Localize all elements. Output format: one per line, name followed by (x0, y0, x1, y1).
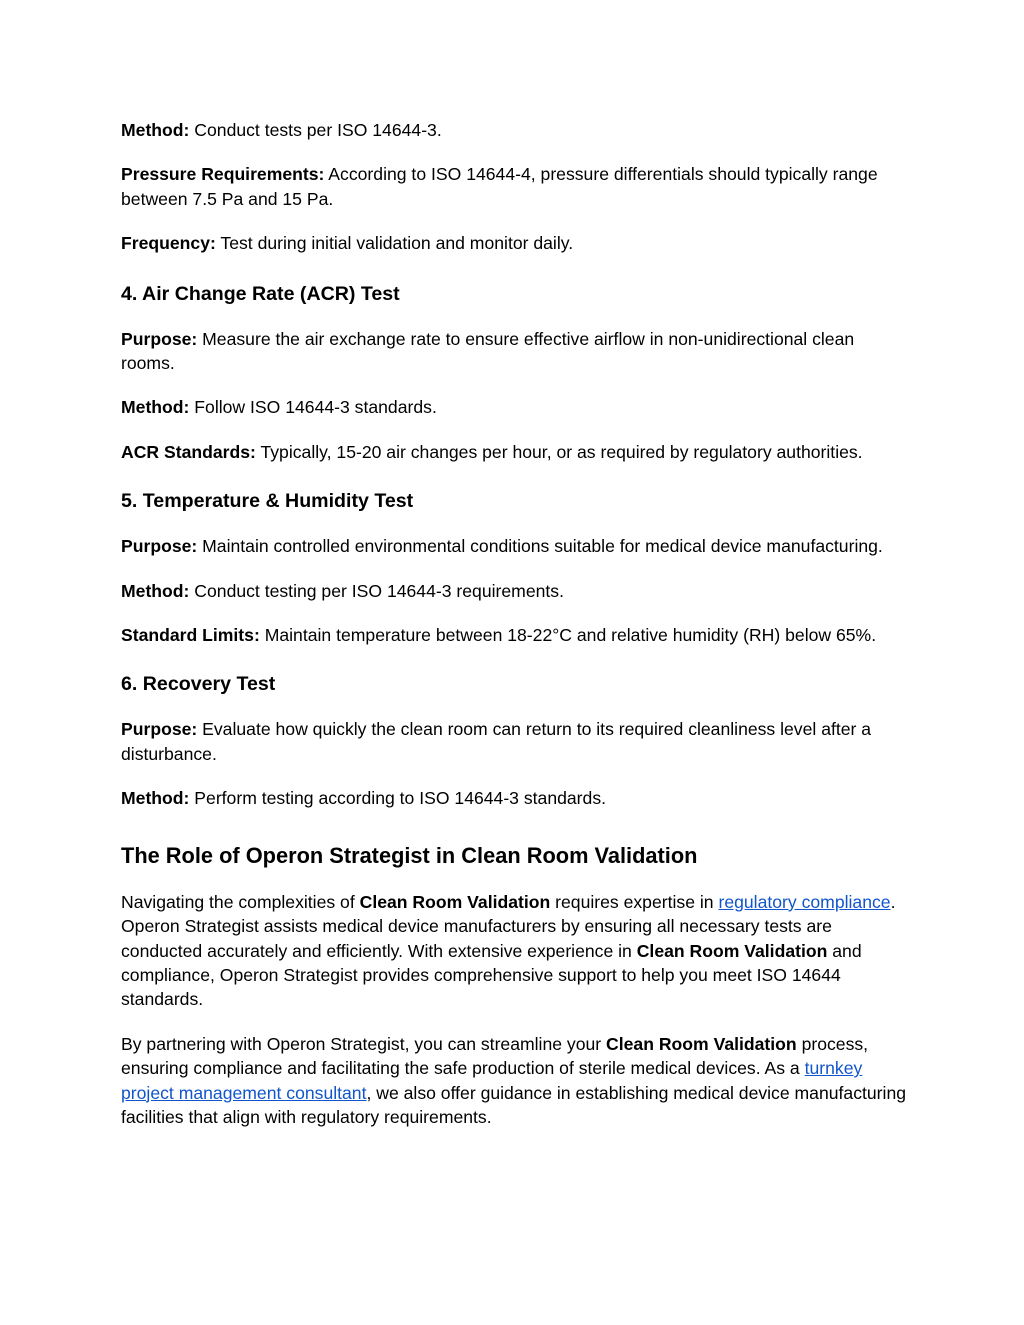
acr-standards-paragraph (121, 440, 911, 464)
frequency-label: Frequency: (121, 233, 216, 254)
acr-method-text: Follow ISO 14644-3 standards. (189, 397, 437, 418)
temp-method-paragraph (121, 579, 911, 603)
temp-method-label: Method: (121, 580, 190, 601)
role-p2-text-2: process, ensuring compliance and facilitating the safe production of sterile medical devices. As a (121, 1033, 869, 1079)
role-p2-bold-1: Clean Room Validation (606, 1033, 797, 1054)
recovery-method-label: Method: (121, 788, 190, 809)
role-p1-text-1: Navigating the complexities of (121, 891, 360, 912)
pressure-text: According to ISO 14644-4, pressure differentials should typically range between 7.5 Pa and 15 Pa. (121, 164, 878, 209)
method-text: Conduct tests per ISO 14644-3. (189, 120, 442, 140)
role-paragraph-2 (121, 1032, 911, 1130)
role-p2-text-1: By partnering with Operon Strategist, you can streamline your (121, 1033, 607, 1054)
method-paragraph (121, 118, 911, 142)
role-p1-text-2: requires expertise in (550, 891, 719, 912)
role-p1-bold-1: Clean Room Validation (359, 891, 551, 912)
acr-standards-label: ACR Standards: (121, 441, 256, 462)
acr-method-label: Method: (121, 397, 190, 418)
pressure-paragraph (121, 162, 911, 211)
acr-method-paragraph (121, 395, 911, 419)
recovery-method-paragraph (121, 786, 911, 810)
role-p1-bold-2: Clean Room Validation (636, 940, 828, 961)
temp-purpose-paragraph (121, 534, 911, 558)
acr-purpose-label: Purpose: (121, 328, 198, 349)
acr-purpose-paragraph (121, 327, 911, 376)
role-p1-text-3: . Operon Strategist assists medical device manufacturers by ensuring all necessary tests are conducted accurately and efficiently. With extensive experience in (121, 891, 896, 961)
method-label: Method: (121, 120, 190, 140)
section-6-heading: 6. Recovery Test (121, 673, 276, 696)
frequency-paragraph (121, 231, 911, 255)
frequency-text: Test during initial validation and monitor daily. (215, 233, 574, 254)
acr-standards-text: Typically, 15-20 air changes per hour, or as required by regulatory authorities. (255, 441, 863, 462)
recovery-purpose-label: Purpose: (121, 719, 198, 740)
temp-limits-paragraph (121, 623, 911, 647)
regulatory-compliance-link[interactable]: regulatory compliance (718, 891, 891, 912)
temp-limits-text: Maintain temperature between 18-22°C and relative humidity (RH) below 65%. (259, 625, 877, 646)
recovery-method-text: Perform testing according to ISO 14644-3 standards. (189, 788, 607, 809)
temp-method-text: Conduct testing per ISO 14644-3 requirements. (189, 580, 564, 601)
recovery-purpose-paragraph (121, 717, 911, 766)
acr-purpose-text: Measure the air exchange rate to ensure effective airflow in non-unidirectional clean rooms. (121, 328, 855, 374)
turnkey-consultant-link[interactable]: turnkey project management consultant (121, 1058, 863, 1103)
section-4-heading: 4. Air Change Rate (ACR) Test (121, 282, 400, 305)
pressure-label: Pressure Requirements: (121, 164, 325, 185)
temp-purpose-label: Purpose: (121, 536, 198, 557)
temp-purpose-text: Maintain controlled environmental conditions suitable for medical device manufacturing. (197, 536, 883, 557)
role-paragraph-1 (121, 890, 911, 1012)
recovery-purpose-text: Evaluate how quickly the clean room can return to its required cleanliness level after a disturbance. (121, 719, 872, 764)
role-heading: The Role of Operon Strategist in Clean Room Validation (121, 842, 698, 868)
section-5-heading: 5. Temperature & Humidity Test (121, 490, 414, 513)
role-p2-text-3: , we also offer guidance in establishing medical device manufacturing facilities that align with regulatory requirements. (121, 1082, 907, 1127)
temp-limits-label: Standard Limits: (121, 625, 260, 646)
role-p1-text-4: and compliance, Operon Strategist provides comprehensive support to help you meet ISO 14644 standards. (121, 940, 862, 1010)
document-page (121, 118, 911, 1129)
